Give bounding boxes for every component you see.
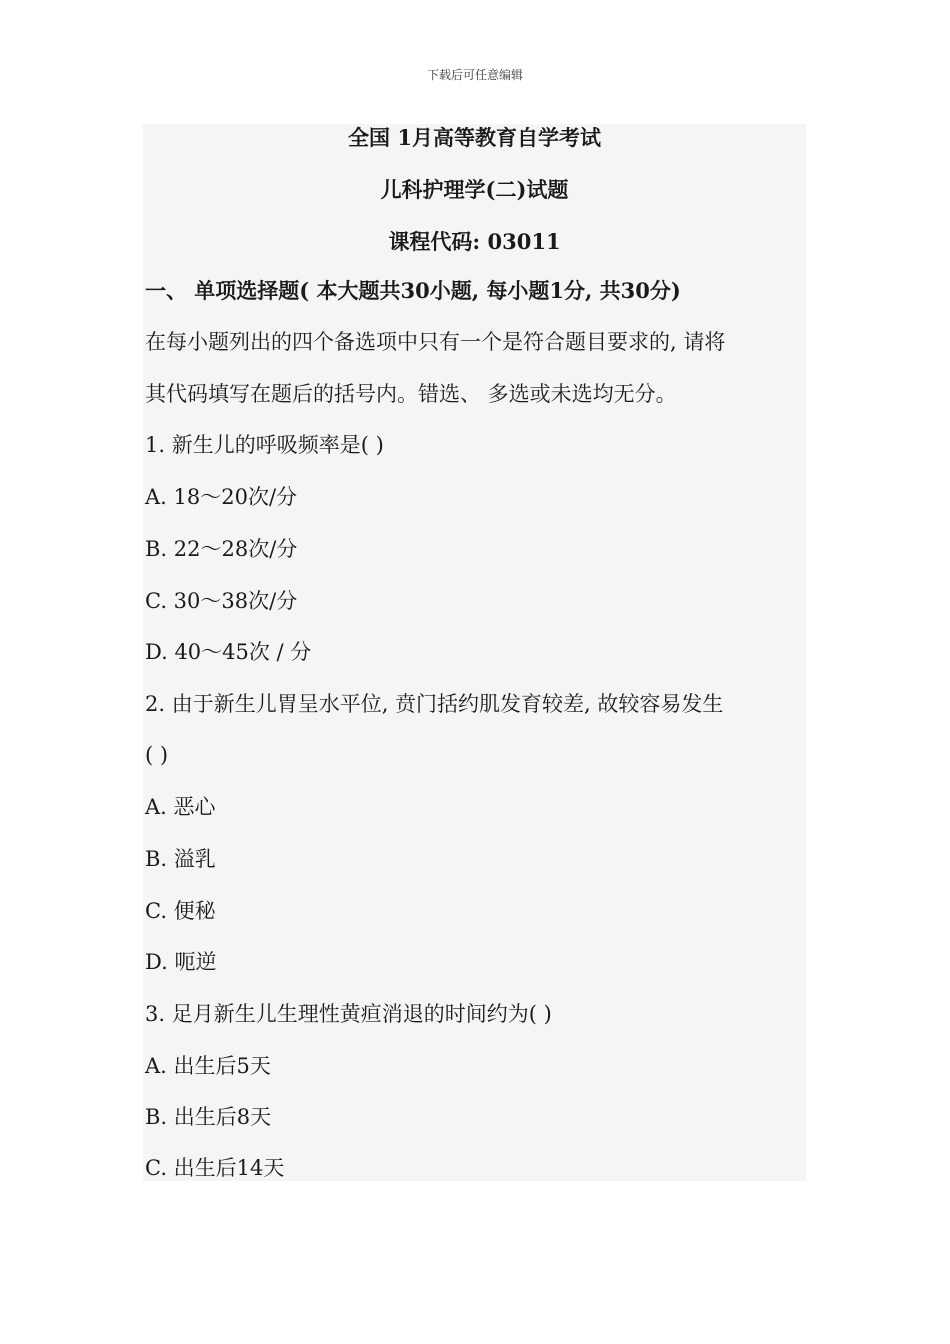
- page-header: 下载后可任意编辑: [426, 68, 523, 82]
- question-2-option-d: D. 呃逆: [145, 950, 217, 974]
- question-2-option-b: B. 溢乳: [145, 847, 216, 871]
- question-2-option-a: A. 恶心: [145, 795, 216, 819]
- exam-subject: 儿科护理学(二)试题: [380, 177, 569, 202]
- question-2-option-c: C. 便秘: [145, 899, 216, 923]
- exam-title: 全国 1月高等教育自学考试: [348, 125, 601, 150]
- question-1-option-d: D. 40～45次 / 分: [145, 640, 312, 664]
- section-heading: 一、 单项选择题( 本大题共30小题, 每小题1分, 共30分): [145, 278, 681, 303]
- section-instruction-line-1: 在每小题列出的四个备选项中只有一个是符合题目要求的, 请将: [145, 330, 726, 354]
- exam-content: [143, 124, 806, 1181]
- question-3-option-b: B. 出生后8天: [145, 1105, 272, 1129]
- section-instruction-line-2: 其代码填写在题后的括号内。错选、 多选或未选均无分。: [145, 382, 677, 406]
- question-1-option-a: A. 18～20次/分: [145, 485, 298, 509]
- question-1-option-b: B. 22～28次/分: [145, 537, 298, 561]
- question-1-stem: 1. 新生儿的呼吸频率是( ): [145, 433, 384, 457]
- question-2-stem-line-1: 2. 由于新生儿胃呈水平位, 贲门括约肌发育较差, 故较容易发生: [145, 692, 724, 716]
- question-1-option-c: C. 30～38次/分: [145, 589, 298, 613]
- question-2-stem-line-2: ( ): [145, 743, 169, 767]
- question-3-option-c: C. 出生后14天: [145, 1156, 285, 1180]
- question-3-stem: 3. 足月新生儿生理性黄疸消退的时间约为( ): [145, 1002, 552, 1026]
- question-3-option-a: A. 出生后5天: [145, 1054, 271, 1078]
- course-code: 课程代码: 03011: [388, 229, 561, 254]
